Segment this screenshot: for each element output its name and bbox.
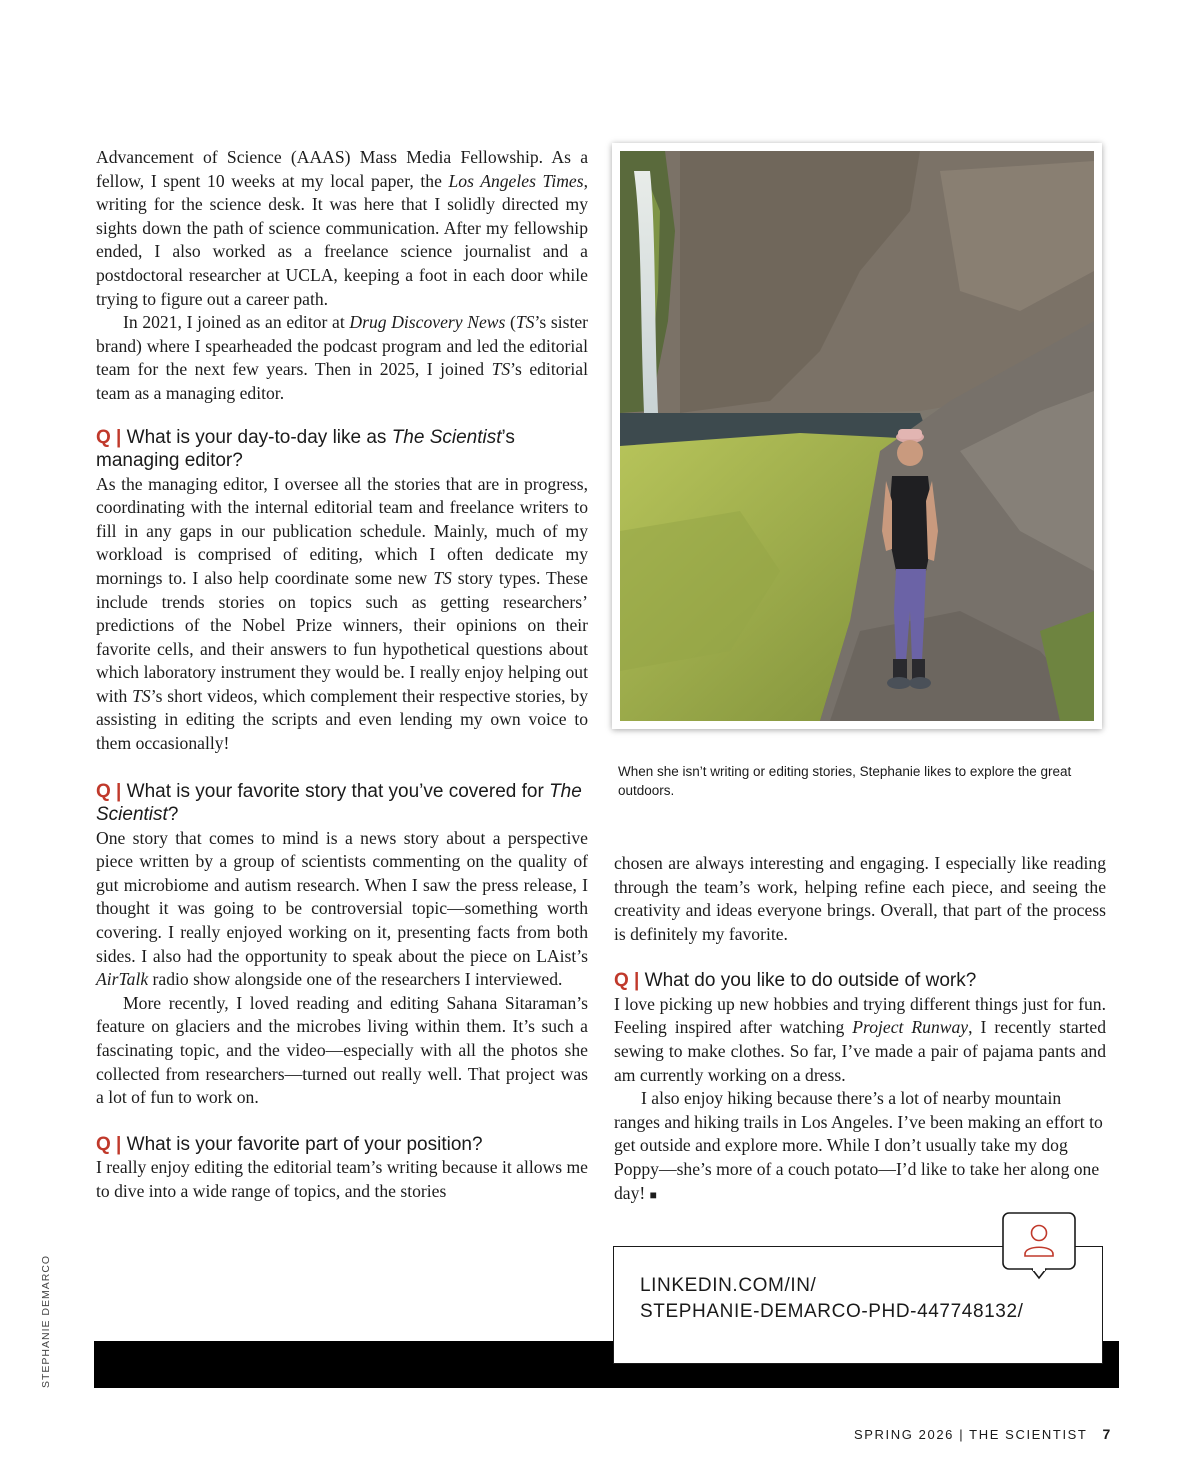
answer-3-paragraph-continued: chosen are always interesting and engaging. I especially like reading through the team’s work, helping refine each piece, and seeing the creativity and ideas everyone brings. Overall, that part of the process is definitely my favorite. — [614, 853, 1106, 944]
answer-4-paragraph-1: I love picking up new hobbies and trying different things just for fun. Feeling inspired after watching Project Runway, I recently started sewing to make clothes. So far, I’ve made a pair of pajama pants and am currently working on a dress. — [614, 993, 1106, 1085]
question-2-heading: Q | What is your favorite story that you’ve covered for The Scientist? — [96, 780, 582, 826]
question-marker: Q | — [96, 1133, 122, 1155]
photo-frame — [612, 143, 1102, 729]
question-marker: Q | — [96, 780, 122, 802]
person-icon — [1000, 1210, 1080, 1282]
publication-name: THE SCIENTIST — [969, 1427, 1088, 1442]
answer-2-paragraph-1: One story that comes to mind is a news story about a perspective piece written by a group of scientists commenting on the quality of gut microbiome and autism research. When I saw the press release, I thought it was going to be controversial topic—something worth covering. I really enjoyed working on it, presenting facts from both sides. I also had the opportunity to speak about the piece on LAist’s AirTalk radio show alongside one of the researchers I interviewed. — [96, 827, 588, 990]
answer-4-paragraph-2: I also enjoy hiking because there’s a lot of nearby mountain ranges and hiking trails in Los Angeles. I’ve been making an effort to get outside and explore more. While I don’t usually take my dog Poppy—she’s more of a couch potato—I’d like to take her along one day! ■ — [614, 1088, 1103, 1203]
hiking-photo — [620, 151, 1094, 721]
question-1-heading: Q | What is your day-to-day like as The Scientist’s managing editor? — [96, 426, 515, 472]
question-marker: Q | — [96, 426, 122, 448]
page-footer — [854, 1426, 1134, 1442]
linkedin-url[interactable]: LINKEDIN.COM/IN/ STEPHANIE-DEMARCO-PHD-447748132/ — [640, 1275, 1024, 1322]
footer-separator: | — [959, 1427, 965, 1442]
question-4-heading: Q | What do you like to do outside of work? — [614, 970, 977, 992]
answer-2-paragraph-2: More recently, I loved reading and editing Sahana Sitaraman’s feature on glaciers and the microbes living within them. It’s such a fascinating topic, and the video—especially with all the photos she collected from researchers—turned out really well. That project was a lot of fun to work on. — [96, 992, 588, 1108]
answer-1-paragraph: As the managing editor, I oversee all the stories that are in progress, coordinating with the internal editorial team and freelance writers to fill in any gaps in our publication schedule. Mainly, much of my workload is comprised of editing, which I often dedicate my mornings to. I also help coordinate some new TS story types. These include trends stories on topics such as getting researchers’ predictions of the Nobel Prize winners, their opinions on their favorite cells, and their answers to fun hypothetical questions about which laboratory instrument they would be. I really enjoy helping out with TS’s short videos, which complement their respective stories, by assisting in editing the scripts and even lending my own voice to them occasionally! — [96, 473, 588, 754]
photo-caption: When she isn’t writing or editing stories, Stephanie likes to explore the great outdoors. — [618, 764, 1072, 798]
left-column — [96, 146, 588, 1203]
issue-label: SPRING 2026 — [854, 1427, 954, 1442]
answer-3-paragraph-start: I really enjoy editing the editorial team’s writing because it allows me to dive into a wide range of topics, and the stories — [96, 1157, 588, 1201]
question-marker: Q | — [614, 970, 640, 992]
intro-paragraph-1: Advancement of Science (AAAS) Mass Media Fellowship. As a fellow, I spent 10 weeks at my local paper, the Los Angeles Times, writing for the science desk. It was here that I solidly directed my sights down the path of science communication. After my fellowship ended, I also worked as a freelance science journalist and a postdoctoral researcher at UCLA, keeping a foot in each door while trying to figure out a career path. — [96, 147, 588, 309]
page-number: 7 — [1102, 1426, 1111, 1442]
photo-credit: STEPHANIE DEMARCO — [40, 1254, 52, 1388]
right-column — [614, 852, 1106, 1207]
question-3-heading: Q | What is your favorite part of your position? — [96, 1133, 483, 1155]
end-mark: ■ — [649, 1187, 657, 1202]
intro-paragraph-2: In 2021, I joined as an editor at Drug Discovery News (TS’s sister brand) where I spearheaded the podcast program and led the editorial team for the next few years. Then in 2025, I joined TS’s editorial team as a managing editor. — [96, 312, 589, 403]
